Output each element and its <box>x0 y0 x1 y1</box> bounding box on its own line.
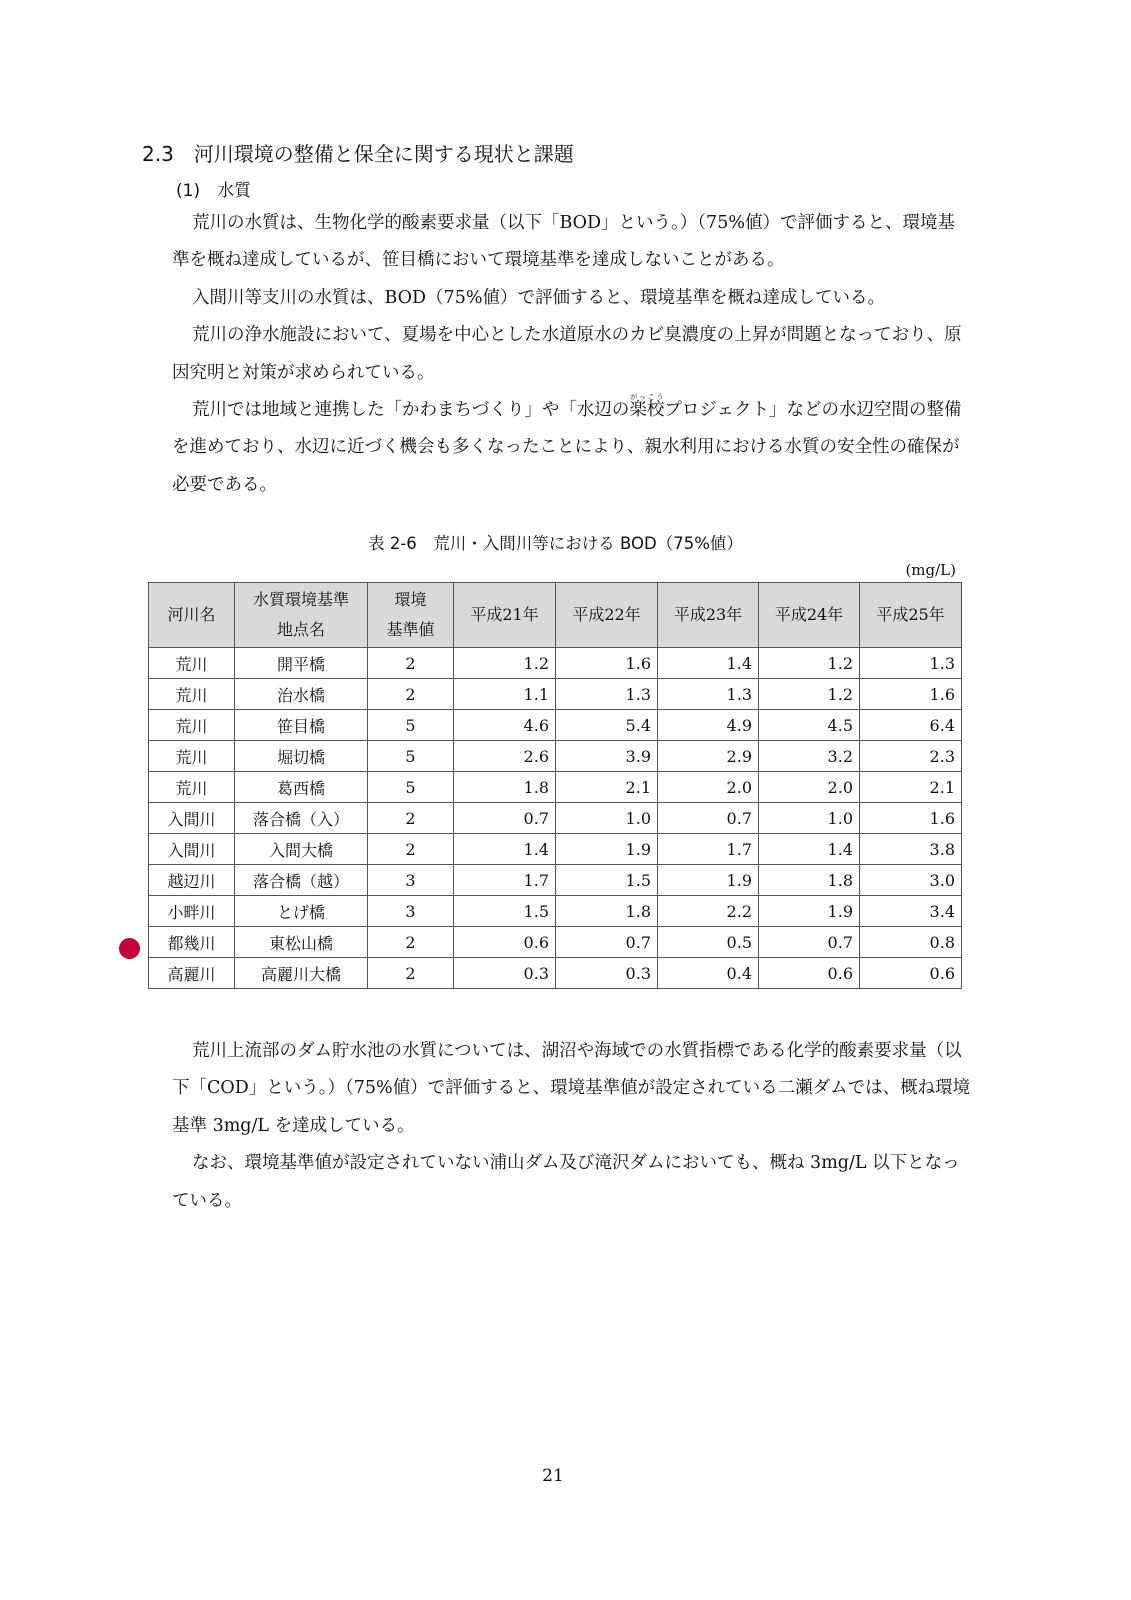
table-cell: 3 <box>368 896 454 927</box>
table-cell: 1.4 <box>658 648 759 679</box>
table-cell: 荒川 <box>149 710 235 741</box>
table-cell: 1.5 <box>454 896 556 927</box>
table-cell: 1.5 <box>556 865 658 896</box>
closing-paragraphs <box>172 1033 972 1220</box>
table-cell: 1.8 <box>556 896 658 927</box>
table-cell: 1.0 <box>759 803 860 834</box>
table-cell: 3.4 <box>860 896 962 927</box>
table-cell: 1.8 <box>454 772 556 803</box>
paragraph: なお、環境基準値が設定されていない浦山ダム及び滝沢ダムにおいても、概ね 3mg/L 以下となっている。 <box>172 1153 960 1211</box>
subsection-heading: (1) 水質 <box>176 181 252 201</box>
table-cell: 0.7 <box>556 927 658 958</box>
table-cell: 4.9 <box>658 710 759 741</box>
red-marker-dot <box>119 938 140 959</box>
table-cell: 入間大橋 <box>235 834 368 865</box>
table-cell: 葛西橋 <box>235 772 368 803</box>
table-cell: 入間川 <box>149 834 235 865</box>
table-cell: 落合橋（入） <box>235 803 368 834</box>
table-cell: 5 <box>368 772 454 803</box>
table-cell: 入間川 <box>149 803 235 834</box>
table-cell: 1.3 <box>860 648 962 679</box>
table-cell: 1.2 <box>454 648 556 679</box>
table-cell: 3.2 <box>759 741 860 772</box>
table-row <box>149 958 962 989</box>
table-cell: 越辺川 <box>149 865 235 896</box>
table-cell: 5 <box>368 710 454 741</box>
table-header-row <box>149 583 962 648</box>
table-row <box>149 865 962 896</box>
table-cell: 0.7 <box>454 803 556 834</box>
table-cell: 0.6 <box>454 927 556 958</box>
table-cell: 6.4 <box>860 710 962 741</box>
table-cell: 2.6 <box>454 741 556 772</box>
table-cell: 2.9 <box>658 741 759 772</box>
table-cell: 1.2 <box>759 679 860 710</box>
table-cell: 2 <box>368 958 454 989</box>
table-cell: 2.0 <box>658 772 759 803</box>
column-header: 河川名 <box>149 583 235 648</box>
table-cell: 荒川 <box>149 679 235 710</box>
table-cell: 1.1 <box>454 679 556 710</box>
table-cell: 1.7 <box>658 834 759 865</box>
paragraph: 荒川の浄水施設において、夏場を中心とした水道原水のカビ臭濃度の上昇が問題となっており、原因究明と対策が求められている。 <box>172 325 962 383</box>
table-cell: 2 <box>368 648 454 679</box>
table-cell: 1.0 <box>556 803 658 834</box>
table-row <box>149 741 962 772</box>
table-cell: 1.2 <box>759 648 860 679</box>
table-row <box>149 896 962 927</box>
table-cell: 治水橋 <box>235 679 368 710</box>
column-header: 平成23年 <box>658 583 759 648</box>
table-cell: 2 <box>368 679 454 710</box>
table-cell: 3.8 <box>860 834 962 865</box>
section-heading: 2.3 河川環境の整備と保全に関する現状と課題 <box>142 142 574 166</box>
table-cell: 笹目橋 <box>235 710 368 741</box>
table-cell: 1.6 <box>556 648 658 679</box>
table-cell: 1.7 <box>454 865 556 896</box>
bod-table <box>148 582 962 989</box>
table-cell: 0.6 <box>860 958 962 989</box>
table-unit: (mg/L) <box>905 561 956 579</box>
table-cell: 1.9 <box>556 834 658 865</box>
table-cell: 2.0 <box>759 772 860 803</box>
table-cell: 0.8 <box>860 927 962 958</box>
table-cell: 1.6 <box>860 803 962 834</box>
table-cell: 2 <box>368 834 454 865</box>
table-cell: 0.6 <box>759 958 860 989</box>
table-cell: 荒川 <box>149 772 235 803</box>
table-row <box>149 803 962 834</box>
table-cell: 0.4 <box>658 958 759 989</box>
page-number: 21 <box>542 1466 564 1486</box>
table-row <box>149 834 962 865</box>
table-cell: 4.6 <box>454 710 556 741</box>
table-cell: 堀切橋 <box>235 741 368 772</box>
table-cell: 落合橋（越） <box>235 865 368 896</box>
table-cell: 1.3 <box>658 679 759 710</box>
table-cell: 3.0 <box>860 865 962 896</box>
table-cell: 東松山橋 <box>235 927 368 958</box>
table-cell: 0.7 <box>759 927 860 958</box>
column-header: 水質環境基準 地点名 <box>235 583 368 648</box>
table-cell: 開平橋 <box>235 648 368 679</box>
table-cell: 高麗川 <box>149 958 235 989</box>
table-cell: 2.3 <box>860 741 962 772</box>
table-cell: 2 <box>368 803 454 834</box>
ruby-base: 楽校 <box>629 400 665 421</box>
table-cell: とげ橋 <box>235 896 368 927</box>
column-header: 平成22年 <box>556 583 658 648</box>
table-cell: 0.3 <box>556 958 658 989</box>
table-cell: 1.4 <box>454 834 556 865</box>
table-cell: 2.2 <box>658 896 759 927</box>
table-cell: 2.1 <box>556 772 658 803</box>
table-cell: 荒川 <box>149 741 235 772</box>
table-cell: 荒川 <box>149 648 235 679</box>
table-cell: 4.5 <box>759 710 860 741</box>
furigana: がっこう <box>629 393 665 402</box>
column-header: 平成21年 <box>454 583 556 648</box>
table-caption: 表 2-6 荒川・入間川等における BOD（75%値） <box>368 534 743 553</box>
intro-paragraphs <box>172 205 972 504</box>
table-row <box>149 927 962 958</box>
table-cell: 高麗川大橋 <box>235 958 368 989</box>
table-cell: 3.9 <box>556 741 658 772</box>
table-cell: 1.4 <box>759 834 860 865</box>
table-cell: 5 <box>368 741 454 772</box>
column-header: 平成24年 <box>759 583 860 648</box>
table-cell: 2.1 <box>860 772 962 803</box>
paragraph: 荒川の水質は、生物化学的酸素要求量（以下「BOD」という。）（75%値）で評価すると、環境基準を概ね達成しているが、笹目橋において環境基準を達成しないことがある。 <box>172 213 955 271</box>
paragraph <box>172 392 972 504</box>
table-cell: 0.5 <box>658 927 759 958</box>
table-row <box>149 679 962 710</box>
table-cell: 0.7 <box>658 803 759 834</box>
column-header: 環境 基準値 <box>368 583 454 648</box>
ruby-word <box>629 393 665 421</box>
column-header: 平成25年 <box>860 583 962 648</box>
table-cell: 1.9 <box>658 865 759 896</box>
table-cell: 2 <box>368 927 454 958</box>
table-cell: 0.3 <box>454 958 556 989</box>
table-cell: 1.8 <box>759 865 860 896</box>
paragraph: 入間川等支川の水質は、BOD（75%値）で評価すると、環境基準を概ね達成している。 <box>192 287 885 308</box>
table-row <box>149 772 962 803</box>
table-cell: 小畔川 <box>149 896 235 927</box>
table-row <box>149 710 962 741</box>
table-cell: 1.6 <box>860 679 962 710</box>
table-cell: 1.3 <box>556 679 658 710</box>
text: 荒川では地域と連携した「かわまちづくり」や「水辺の <box>192 400 630 421</box>
table-cell: 1.9 <box>759 896 860 927</box>
paragraph: 荒川上流部のダム貯水池の水質については、湖沼や海域での水質指標である化学的酸素要求量（以下「COD」という。）（75%値）で評価すると、環境基準値が設定されている二瀬ダムでは、概ね環境基準 3mg/L を達成している。 <box>172 1041 971 1136</box>
table-cell: 3 <box>368 865 454 896</box>
table-row <box>149 648 962 679</box>
table-cell: 5.4 <box>556 710 658 741</box>
text: プロジェクト」などの水辺空間の整備を進めており、水辺に近づく機会も多くなったことにより、親水利用における水質の安全性の確保が必要である。 <box>172 400 962 495</box>
table-cell: 都幾川 <box>149 927 235 958</box>
